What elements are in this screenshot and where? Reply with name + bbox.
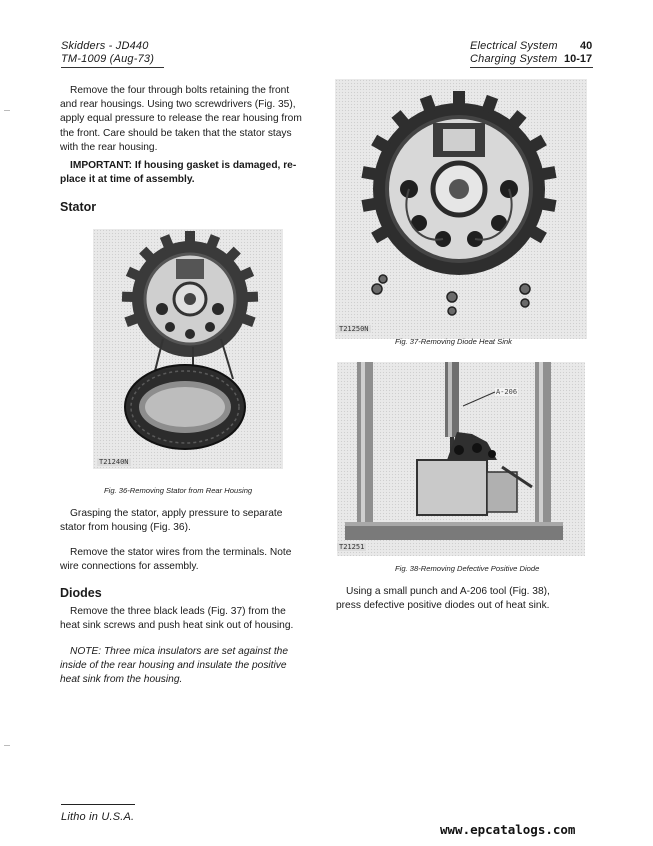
paragraph-using-punch: Using a small punch and A-206 tool (Fig. 38), press defective positive diodes out of heat sink.	[336, 586, 550, 612]
header-rule-left	[61, 67, 164, 68]
header-subsection-title: Charging System	[470, 53, 558, 65]
press-illustration	[337, 362, 585, 556]
scan-edge-mark	[4, 745, 10, 746]
figure-36-caption: Fig. 36-Removing Stator from Rear Housing	[104, 486, 253, 495]
figure-38-caption: Fig. 38-Removing Defective Positive Diode	[395, 564, 540, 573]
paragraph-grasping-stator: Grasping the stator, apply pressure to separate stator from housing (Fig. 36).	[60, 508, 283, 534]
important-note: IMPORTANT: If housing gasket is damaged, re- place it at time of assembly.	[60, 160, 297, 186]
heading-stator: Stator	[60, 200, 97, 214]
figure-38-callout-tool: A-206	[496, 388, 518, 396]
stator-illustration	[93, 229, 283, 469]
figure-37-id: T21250N	[339, 325, 369, 333]
footer-rule	[61, 804, 135, 805]
paragraph-stator-wires: Remove the stator wires from the terminals. Note wire connections for assembly.	[60, 547, 292, 573]
note-mica-insulators: NOTE: Three mica insulators are set against the inside of the rear housing and insulate the positive heat sink from the housing.	[60, 646, 288, 686]
heading-diodes: Diodes	[60, 586, 102, 600]
figure-38-diode-photo	[337, 362, 585, 556]
page-number: 40	[580, 40, 593, 52]
figure-36-stator-photo	[93, 229, 283, 469]
figure-37-heat-sink-photo	[335, 79, 587, 339]
header-manual-title: Skidders - JD440	[61, 40, 149, 52]
figure-38-id: T21251	[339, 543, 365, 551]
header-section-title: Electrical System	[470, 40, 558, 52]
footer-litho: Litho in U.S.A.	[61, 811, 135, 823]
section-number: 10-17	[564, 53, 593, 65]
figure-37-caption: Fig. 37-Removing Diode Heat Sink	[395, 337, 512, 346]
header-rule-right	[470, 67, 593, 68]
watermark-text: www.epcatalogs.com	[440, 822, 576, 837]
figure-36-id: T21240N	[99, 458, 129, 466]
scan-edge-mark	[4, 110, 10, 111]
paragraph-diodes: Remove the three black leads (Fig. 37) from the heat sink screws and push heat sink out of housing.	[60, 606, 294, 632]
header-manual-code: TM-1009 (Aug-73)	[61, 53, 155, 65]
paragraph-remove-bolts: Remove the four through bolts retaining the front and rear housings. Using two screwdrivers (Fig. 35), apply equal pressure to release the rear housing from the front. Care should be taken that the stator stays with the rear housing.	[60, 85, 302, 153]
heat-sink-illustration	[335, 79, 587, 339]
